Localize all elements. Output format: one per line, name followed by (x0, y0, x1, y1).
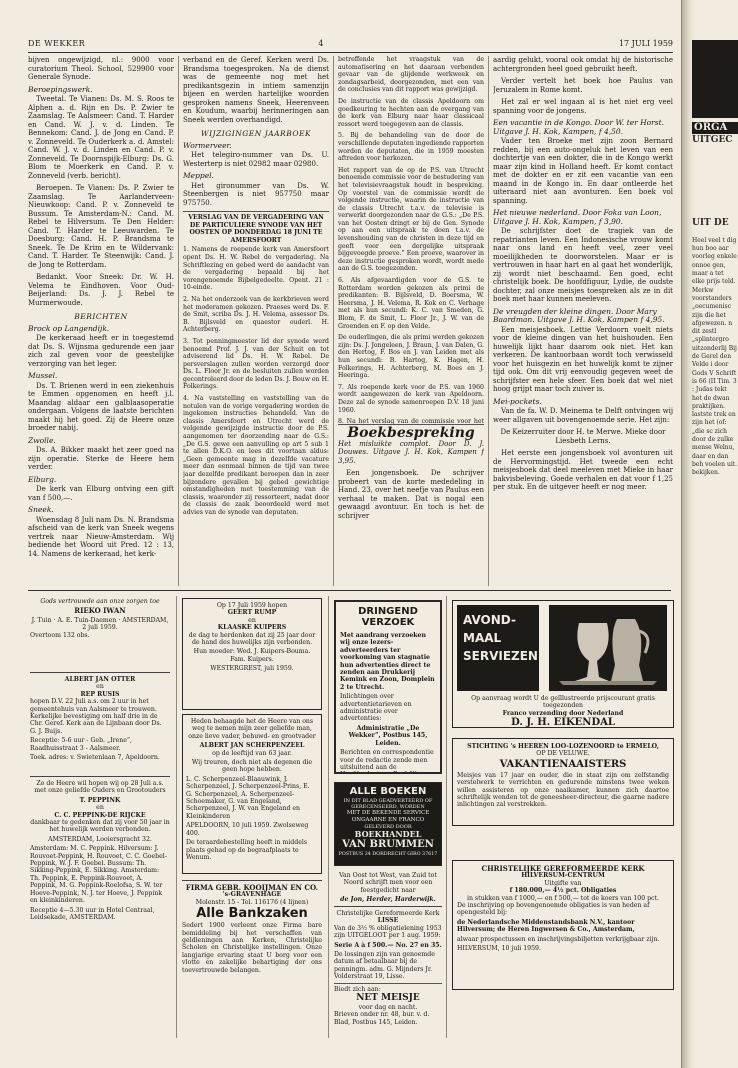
notice-text: Heden behaagde het de Heere van ons weg te nemen mijn zeer geliefde man, onze lieve vader, behuwd- en grootvader (188, 718, 316, 740)
book-review-heading: Boekbespreking (347, 425, 475, 441)
column-text: Vader ten Broeke met zijn zoon Bernard redden, bij een auto-ongeluk het leven van een dochtertje van een dokter, die in de Kongo werkt maar zijn kind in Holland heeft. Er komt contact met de dokter en er zit een vacantie van een maand in de Kongo in. En daar ontleerde het uiteraard niet aan avonturen. Een boek vol spanning. (493, 137, 673, 205)
section-heading: WIJZIGINGEN JAARBOEK (200, 129, 312, 138)
report-item: 3. Tot penningmeester lid der synode werd benoemd Prof. J. J. van der Schuit en tot adviserend lid Ds. H. W. Rebel. De persverslagen zullen worden verzorgd door Ds. L. Floor Jr. en de besluiten zullen worden gecontroleerd door de leden Ds. J. Bouw en H. Folkerings. (183, 337, 329, 391)
ad-text: POSTBUS 24 DORDRECHT GIRO 37617 (338, 852, 438, 857)
ad-headline: ALLE BOEKEN (349, 786, 427, 797)
bond-issue-ad (452, 860, 674, 990)
adjacent-masthead (692, 40, 738, 118)
ad-headline: VERZOEK (361, 617, 415, 628)
report-item: 1. Namens de roepende kerk van Amersfoort opent Ds. H. W. Rebel de vergadering. Na Schriftlezing en gebed werd de aandacht van de vergadering bepaald bij het vorengenoemde Bijbelgedeelte. Opent. 21 : 10-einde. (183, 246, 329, 292)
notice-text: Zo de Heere wil hopen wij op 28 Juli a.s. met onze geliefde Ouders en Grootouders (34, 780, 166, 795)
notice-name: ALBERT JAN OTTER (64, 676, 136, 683)
ad-text: De lossingen zijn van genoemde datum af betaalbaar bij de penningm. adm. G. Mijnders Jr. Volderstraat 19, Lisse. (334, 951, 435, 981)
ad-headline-block (457, 605, 539, 691)
report-item: 4. Na vaststelling en vaststelling van de notulen van de vorige vergadering worden de ingekomen instructies behandeld. Van de classis Amersfoort en Utrecht werd de volgende gewijzigde instructie door de P.S. aangenomen ter doorzending naar de G.S.: „De G.S. gewe een aanvulling op art 5 sub 1 te allen D.K.O. en lees dit voortaan aldus: „Geen gemeente mag in dezelfde vacature meer dan eenmaal binnen de tijd van twee jaar dezelfde predikant beroepen dan in zeer bijzondere gevallen bij gebed gewichtige omstandigheden met toestemming van de classis, waaronder zij ressorteert, nadat door de classis de zaak beoordeeld werd met advies van de synode van deputaten. (183, 395, 329, 516)
column-divider (446, 596, 447, 1038)
ad-text: de Nederlandsche Middenstandsbank N.V., kantoor Hilversum; de Heren Ingwersen & Co., Amsterdam, (457, 918, 635, 934)
communion-service-ad (452, 600, 674, 728)
report-item: 2. Na het onderzoek van de kerkbrieven werd het moderamen gekozen. Praeses werd Ds. F. de Smit, scriba Ds. J. H. Velema, assessor Ds. B. Bijlsveld en quaestor ouderl. H. Achterberg. (183, 295, 329, 334)
book-title: Het nieuwe nederland. Door Foka van Loon, Uitgave J. H. Kok, Kampen, f 3,90. (493, 208, 662, 226)
column-2 (183, 56, 329, 586)
anniversary-notice (30, 776, 170, 1034)
ad-text: Inlichtingen over advertentietarieven en administratie over advertenties: (340, 693, 412, 723)
ad-title: D. J. H. EIKENDAL (511, 717, 615, 728)
ad-text: OP DE VELUWE. (536, 750, 590, 758)
notice-text: AMSTERDAM, Looiersgracht 32. (48, 835, 152, 843)
column-text: Ds. A. Bikker maakt het zeer goed na zijn operatie. Sterke de Heere hem verder. (28, 446, 174, 471)
ad-text: voor dag en nacht. (358, 1004, 418, 1012)
notice-text: en (248, 616, 256, 624)
adjacent-heading: ORGA (692, 122, 738, 134)
notice-name: C. C. PEPPINK-DE RIJCKE (54, 811, 146, 819)
ad-headline: SERVIEZEN (463, 649, 538, 663)
ad-text: Serie A à f 500.— No. 27 en 35. (334, 941, 442, 949)
ad-text: Op aanvraag wordt U de geïllustreerde prijscourant gratis toegezonden (471, 695, 655, 710)
ad-headline: VAKANTIENAAISTERS (499, 758, 627, 770)
notice-text: Gods vertrouwde aan onze zorgen toe (40, 598, 160, 605)
column-text: De Keizerruiter door H. te Merwe. Mieke door Liesbeth Lerns. (500, 428, 666, 445)
column-3 (338, 56, 484, 586)
column-text: Woensdag 8 Juli nam Ds. N. Brandsma afscheid van de kerk van Sneek wegens vertrek naar Nieuw-Amsterdam. Wij bediende het Woord uit Pred. 12 : 13, 14. Namens de kerkeraad, het kerk- (28, 515, 174, 558)
ad-text: in stukken van f 1000,— en f 500,— tot de koers van 100 pct. (466, 894, 660, 902)
notice-text: J. Tuin · A. E. Tuin-Daemen · AMSTERDAM, 2 juli 1959. (31, 616, 169, 632)
notice-name: ALBERT JAN SCHERPENZEEL (199, 742, 305, 750)
section-heading: Mei-pockets. (493, 396, 542, 406)
ad-headline: f 180.000,— 4½ pct. Obligaties (509, 887, 617, 895)
column-text: De schrijfster doet de tragiek van de repatrianten leven. Een Indonesische vrouw komt naar ons land en heeft veel, zeer veel moeilijkheden te doorworstelen. Maar er is vertrouwen in haar hart en al gaat het wonderlijk, zij wordt niet beschaamd. Een goed, echt christelijk boek. De hoofdfiguur, Lydie, de oudste dochter, zal onze meisjes toespreken als ze in dit boek met haar kunnen meeleven. (493, 227, 673, 303)
issue-date: 17 JULI 1959 (618, 39, 673, 48)
ad-text: MET DE BEKENDE SERVICE ONGAARNE EN FRANCO (346, 810, 430, 823)
notice-text: de dag te herdenken dat zij 25 jaar door de hand des huwelijks zijn verbonden. (188, 631, 316, 647)
ad-headline: Alle Bankzaken (196, 906, 308, 922)
column-text: Het zal er wel ingaan al is het niet erg veel spanning voor de jongens. (493, 98, 673, 115)
notice-text: Amsterdam: M. C. Peppink. Hilversum: J. Rouvoet-Peppink, H. Rouvoet, C. C. Goebel-Peppink, W. J. F. Goebel. Bussum: Th. Sikking-Peppink, E. Sikking. Amsterdam: Th. Peppink, E. Peppink-Rouvoet, A. Peppink, M. G. Peppink-Roelofsa, S. W. ter Hoeve-Peppink, N. J. ter Hoeve, J. Peppink en kleinkinderen. (30, 845, 167, 905)
ad-title: BOEKHANDEL (354, 829, 422, 839)
ad-title: FIRMA GEBR. KOOIJMAN EN CO. (185, 883, 319, 892)
column-divider (333, 56, 334, 586)
column-text: Bedankt. Voor Sneek: Dr. W. H. Velema te Eindhoven. Voor Oud-Beijerland: Ds. J. J. Rebel te Murmerwoude. (28, 273, 174, 307)
column-divider (176, 596, 177, 1038)
report-item: 6. Als afgevaardigden voor de G.S. te Rotterdam worden gekozen als primi de predikanten: B. Bijlsveld, D. Boersma, W. Heersma, J. H. Velema, R. Kok en C. Verhage met als hun secundi: K. C. van Smeden, G. Blom, F. de Smit, L. Floor Jr., J. W. van de Groenden en F. op den Velde. (338, 277, 484, 330)
poetry-ad (334, 872, 442, 902)
column-text: De kerkeraad heeft er in toegestemd dat Ds. S. Wijnsma gedurende een jaar zich zal geven voor de geestelijke verzorging van het leger. (28, 334, 174, 368)
notice-text: L. C. Scherpenzeel-Blaauwink, J. Scherpenzeel, J. Scherpenzeel-Prins, E. G. Scherpenzeel, A. Scherpenzeel-Schoemaker, G. van Engeland, Scherpenzeel, J. W. van Engeland en Kleinkinderen (186, 775, 310, 820)
report-item: betreffende het vraagstuk van de automatisering en het daaraan verbonden gevaar van de glijdende werkweek en zondagsarbeid, doorgezonden, met een van de conclusies van dit rapport was gewijzigd. (338, 56, 484, 94)
column-text: Verder vertelt het boek hoe Paulus van Jeruzalem in Rome komt. (493, 77, 673, 94)
notice-text: en (96, 804, 104, 812)
notice-text: WESTERGREST, juli 1959. (210, 665, 294, 673)
column-text: De kerk van Elburg ontving een gift van f 500,—. (28, 485, 174, 502)
section-heading: Beroepingswerk. (28, 84, 93, 94)
notice-name: T. PEPPINK (79, 796, 121, 804)
page-number: 4 (318, 39, 324, 48)
ad-text: De inschrijving op bovengenoemde obligaties is van heden af opengesteld bij: (457, 902, 650, 917)
notice-text: Op 17 Juli 1959 hopen (216, 602, 288, 609)
ad-text: de Jon, Herder, Harderwijk. (340, 896, 436, 902)
ad-text: Franco verzending door Nederland (502, 709, 624, 717)
report-title: VERSLAG VAN DE VERGADERING VAN DE PARTICULIERE SYNODE VAN HET OOSTEN OP DONDERDAG 18 JUNI TE AMERSFOORT (188, 214, 324, 244)
section-heading: BERICHTEN (74, 312, 128, 321)
column-text: Het gironummer van Ds. W. Steenbergen is niet 957750 maar 975750. (183, 181, 329, 207)
ad-headline: NET MEISJE (356, 993, 420, 1004)
loan-ad (334, 906, 442, 1034)
ad-text: Biedt zich aan: (334, 985, 381, 993)
ad-text: alwaar prospectussen en inschrijvingsbiljetten verkrijgbaar zijn. (457, 935, 660, 943)
column-text: Ds. T. Brienen werd in een ziekenhuis te Emmen opgenomen en heeft j.l. Maandag aldaar een galblaasoperatie ondergaan. Volgens de laatste berichten maakt hij het goed. Zij de Heere onze broeder nabij. (28, 381, 174, 432)
ad-text: HILVERSUM, 10 juli 1959. (457, 945, 541, 953)
column-text: Een jongensboek. De schrijver probeert van de korte mededeling in Hand. 23, over het neefje van Paulus een verhaal te maken. Dat is nogal een gewaagd avontuur. En toch is het de schrijver (338, 469, 484, 520)
ad-headline: DRINGEND (358, 606, 418, 617)
ad-text: GELEVERD DOOR (364, 824, 412, 830)
section-heading: Brock op Langendijk. (28, 323, 110, 333)
adjacent-page-edge (682, 0, 738, 1068)
masthead: DE WEKKER (28, 39, 86, 48)
ad-title: Christelijke Gereformeerde Kerk (336, 910, 440, 917)
book-title: Een vacantie in de Kongo. Door W. ter Horst. Uitgave J. H. Kok, Kampen, f 4,50. (493, 118, 664, 136)
report-item: De ouderlingen, die als primi werden gekozen zijn: Ds. J. Jongeleen, J. Braun, J. van Dalen, G. den Hertog, F. Bos en J. van Leiden met als hun secundi: B. Hartog, K. Hagen, H. Folkerings, H. Achterberg, M. Boes en J. Heeringa. (338, 334, 484, 380)
column-text: Het telegiro-nummer van Ds. U. Westerterp is niet 02982 maar 02980. (183, 151, 329, 168)
book-title: Het misluikte complot. Door D. J. Douwes. Uitgave J. H. Kok, Kampen f 3,95. (338, 439, 484, 465)
wedding-notice (30, 672, 170, 772)
bank-ad (182, 880, 322, 1030)
ad-text: Meisjes van 17 jaar en ouder, die in staat zijn om zelfstandig verstelwerk te verrichten en gedurende minstens twee weken willen assisteren op onze naaikamer, kunnen zich daartoe schriftelijk wenden tot de geneesheer-directeur, die gaarne nadere inlichtingen zal verstrekken. (457, 771, 669, 809)
section-heading: Meppel. (183, 171, 214, 180)
ad-title: VAN BRUMMEN (342, 839, 434, 850)
column-4 (493, 56, 673, 586)
ad-text: Berichten en correspondentie voor de redactie zende men uitsluitend aan de (340, 749, 434, 771)
notice-name: REP RUSIS (80, 690, 120, 698)
column-text: Van de fa. W. D. Meinema te Delft ontvingen wij weer allgaven uit bovengenoemde serie. Het zijn: (493, 407, 673, 424)
notice-text: Toek. adres: v. Swietenlaan 7, Apeldoorn. (30, 754, 160, 762)
ad-text: Administratie „De Wekker”, Postbus 145, Leiden. (348, 724, 428, 747)
jubilee-notice (182, 598, 322, 710)
ads-divider (28, 590, 671, 591)
notice-text: Overtoom 132 obs. (30, 631, 90, 639)
section-heading: Sneek. (28, 505, 54, 514)
section-heading: Elburg. (28, 474, 57, 484)
bookshop-ad (334, 782, 442, 866)
vacancy-ad (452, 738, 674, 826)
ad-text: Molenstr. 15 - Tel. 116176 (4 lijnen) (195, 898, 309, 906)
ad-text: Brieven onder nr. 48, bur. v. d. Blad, Postbus 145, Leiden. (334, 1011, 430, 1026)
ad-text: Van Oost tot West, van Zuid tot Noord schrijft men voor een feestgedicht naar (339, 872, 437, 894)
column-text: bijven ongewijzigd, nl.: 9000 voor curatorium Theol. School, 529900 voor Generale Synode. (28, 56, 174, 81)
ad-headline: MAAL (463, 631, 502, 645)
ad-title: STICHTING 's HEEREN LOO-LOZENOORD te ERMELO, (467, 743, 659, 750)
column-text: verband en de Geref. Kerken werd Ds. Brandsma toegesproken. Na de dienst was de gemeente nog met het predikantsgezin in intiem samenzijn bijeen en werden hartelijke woorden gesproken namens Sneek, Heerenveen en Koudum, waarbij herinneringen aan Sneek werden overhandigd. (183, 56, 329, 124)
chalice-illustration (549, 605, 667, 691)
book-title: De vreugden der kleine dingen. Door Mary Baardman. Uitgave J. H. Kok, Kampen f 4,95. (493, 306, 665, 324)
ad-title: CHRISTELIJKE GEREFORMEERDE KERK (481, 864, 645, 873)
death-notice (182, 714, 322, 874)
section-heading: Mussel. (28, 371, 58, 380)
report-item: 7. Als roepende kerk voor de P.S. van 1960 wordt aangewezen de kerk van Apeldoorn. Deze zal de synode samenroepen D.V. 18 juni 1960. (338, 383, 484, 414)
ad-headline: AVOND- (463, 613, 516, 627)
ad-title: HILVERSUM-CENTRUM (521, 872, 605, 880)
column-text: aardig gelukt, vooral ook omdat hij de historische achtergronden heel goed gebruikt heeft. (493, 56, 673, 73)
report-item: Het rapport van de op de P.S. van Utrecht benoemde commissie voor de bestudering van het televisievraagstuk houdt in bespreking. Op voorstel van de commissie wordt de volgende instructie, waarin de instructie van de classis Utrecht t.a.v. de televisie is verwerkt doorgezonden naar de G.S.: „De P.S. van het Oosten dringt er bij de Gen. Synode op aan een uitspraak te doen t.a.v. de levenshouding van de christen in deze tijd en geeft voor een dergelijke uitspraak bijgevoegde proeve.” Een proeve, waarover in deze instructie gesproken wordt, wordt mede aan de G.S. toegezonden. (338, 166, 484, 273)
notice-name: GEERT RUMP (227, 609, 277, 617)
column-1 (28, 56, 174, 586)
ad-text: Sedert 1900 verleent onze Firma bare bemiddeling bij het verschaffen van geldleningen aan Kerken, Christelijke Scholen en Christelijke instellingen. Onze langjarige ervaring staat U borg voor een vlotte en zakelijke behartiging der ons toevertrouwde belangen. (182, 922, 322, 974)
notice-text: De teraardebestelling heeft in middels plaats gehad op de begraafplaats te Wenum. (186, 839, 308, 861)
adjacent-text: Heel veel t dig hun boo aar voorleg enkele onnoe gen, maar a tet elke prijs teld. Merkw voorstanders „oecumenisc zijn die het afgewezen. n dit zestl „splintergro uitzonderlij Bij de Gerel den Velde i door Gods V Schrift is 66 (II Tim. 3 : Judas tekt het de dwan praktijken. lastste trek en zijn het (of: „die sc zich door de zulke mense Welnu, daar en dan beh voelen uit. bekijken. (692, 236, 738, 477)
ad-title: LISSE (377, 917, 399, 925)
section-heading: Wormerveer. (183, 140, 232, 150)
report-item: 5. Bij de behandeling van de door de verschillende deputaten ingediende rapporten worden de deputaten, die in 1959 moesten aftreden voor herkozen. (338, 132, 484, 163)
column-text: Het eerste een jongensboek vol avonturen uit de Hervormingstijd. Het tweede een echt meisjesboek dat deel meeleven met Mieke in haar bakvisbeleving. Goede verhalen en dat voor f 1,25 per stuk. En de uitgever heeft er nog meer. (493, 449, 673, 491)
ad-text: 's-GRAVENHAGE (222, 891, 282, 899)
notice-text: hopen D.V. 22 Juli a.s. om 2 uur in het gemeentehuis van Aalsmeer te trouwen. Kerkelijke bevestiging om half drie in de Chr. Geref. Kerk aan de Lijnbaan door Ds. G. J. Buijs. (30, 698, 162, 735)
report-item: De instructie van de classis Apeldoorn om goedkeuring te hechten aan de overgang van de kerk van Elburg naar haar classicaal ressort werd toegegeven aan de classis. (338, 97, 484, 128)
report-item: 8. Na het verslag van de commissie voor het (338, 418, 484, 424)
notice-text: op de leeftijd van 63 jaar. (212, 749, 292, 757)
adjacent-heading: UITGEC (692, 135, 733, 146)
notice-text: Receptie 4—5.30 uur in Hotel Centraal, Leidsekade, AMSTERDAM. (30, 906, 155, 921)
ad-text: Van de 3½ % obligatielening 1953 zijn UITGELOOT per 1 aug. 1959: (334, 924, 442, 940)
notice-name: RIEKO IWAN (74, 606, 126, 616)
ad-text: IN DIT BLAD GEADVERTEERD OF GERECENSEERD, WORDEN (343, 798, 433, 810)
column-divider (178, 56, 179, 586)
column-text: Tweetal. Te Vianen: Ds. M. S. Roos te Alphen a. d. Rijn en Ds. P. Zwier te Zaamslag. Te Aalsmeer: Cand. T. Harder en Cand. W. J. v. d. Linden. Te Bennekom: Cand. J. de Jong en Cand. P. v. Zonneveld. Te Ouderkerk a. d. Amstel: Cand. W. J. v. d. Linden en Cand. P. v. Zonneveld. Te Doornspijk-Elburg: Ds. G. Blom te Moerkerk en Cand. P. v. Zonneveld (verb. bericht). (28, 95, 174, 180)
section-heading: Zwolle. (28, 435, 56, 445)
ad-text: Met aandrang verzoeken wij onze lezers-adverteerders ter voorkoming van stagnatie hun advertenties direct te zenden aan Drukkerij Kemink en Zoon, Domplein 2 te Utrecht. (340, 632, 435, 691)
notice-text: Hun moeder: Wed. J. Kuipers-Bouma. Fam. Kuipers. (193, 648, 311, 663)
notice-text: en (96, 683, 104, 691)
column-divider (488, 56, 489, 586)
notice-text: APELDOORN, 10 juli 1959. Zwolseweg 400. (186, 822, 309, 837)
page-header (28, 38, 673, 53)
notice-text: dankbaar te gedenken dat zij voor 50 jaar in het huwelijk werden verbonden. (30, 819, 170, 834)
column-text: Een meisjesboek. Lettie Verdoorn voelt niets voor de kleine dingen van het huishouden. Een huwelijk lijkt haar daarom ook niet. Het kan verkeren. De kantoorbaan wordt toch verwisseld voor het huisgezin en het huwelijk komt te zijner tijd ook. Om dit vrij eenvoudig gegeven weet de schrijfster een hele sfeer. Een boek dat wel niet hoog grijpt maar toch zuiver is. (493, 325, 673, 393)
column-text: Beroepen. Te Vianen: Ds. P. Zwier te Zaamslag. Te Aarlanderveen-Nieuwkoop: Cand. P. v. Zonneveld te Bussum. Te Amsterdam-N.: Cand. M. Rebel te Hilversum. Te Den Helder: Cand. T. Harder te Leeuwarden. Te Doesburg: Cand. H. P. Brandsma te Sneek. Te De Krim en te Wildervank: Cand. T. Harder. Te Steenwijk: Cand. J. de Jong te Rotterdam. (28, 184, 174, 269)
ad-text: Uitgifte van (544, 879, 582, 887)
notice-text: Receptie: 5-6 uur - Geb. „Irene”, Raadhuisstraat 3 - Aalsmeer. (30, 737, 133, 752)
notice-name: KLAASKE KUIPERS (217, 624, 287, 632)
adjacent-heading: UIT DE (692, 217, 729, 228)
birth-notice (30, 598, 170, 668)
column-divider (328, 596, 329, 1038)
urgent-request-ad (334, 600, 442, 774)
notice-text: Wij treuren, doch niet als degenen die geen hope hebben. (191, 759, 313, 774)
